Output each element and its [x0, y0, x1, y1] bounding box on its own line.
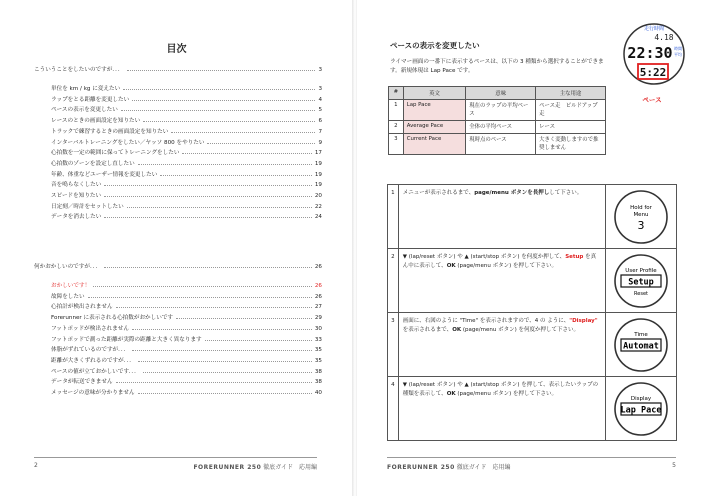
toc-entry-page: 6: [318, 118, 322, 125]
intro-text: ライマー画面の一番下に表示するペースは、以下の 3 種類から選択することができます。新規体現は Lap Pace です。: [390, 59, 604, 74]
step-text: [398, 313, 606, 377]
toc-entry-page: 17: [314, 150, 322, 157]
table-row: [389, 100, 606, 121]
toc-entry-page: 7: [318, 128, 322, 135]
right-footer-brand: FORERUNNER 250: [387, 464, 455, 471]
toc-leader: [182, 150, 311, 154]
toc-entry-label: レースのときの画面設定を知りたい: [51, 118, 141, 125]
step-text-part: (page/menu ボタン) を何度か押して下さい。: [461, 327, 579, 333]
step-text-part: OK: [446, 391, 456, 397]
watch-time: 22:30: [627, 44, 673, 62]
step-row: [388, 377, 677, 441]
toc-leader: [116, 379, 312, 383]
toc-section-label: 何かおかしいのですが．．．: [34, 264, 102, 270]
toc-entry-page: 38: [314, 368, 322, 375]
toc-leader: [93, 283, 312, 287]
toc-entry[interactable]: [51, 388, 322, 396]
toc-entry-label: フットポッドで測った距離が実際の距離と大きく異なります: [51, 336, 202, 343]
toc-entry[interactable]: [51, 148, 322, 156]
screen-line-3: 3: [637, 218, 645, 232]
left-footer-guide: 徹底ガイド 応用編: [263, 464, 317, 471]
toc-leader: [171, 129, 315, 133]
toc-entry-page: 24: [314, 214, 322, 221]
step-row: [388, 249, 677, 313]
toc-entry-page: 35: [314, 357, 322, 364]
toc-entry-label: メッセージの意味が分かりません: [51, 390, 135, 396]
screen-line-1: Time: [634, 331, 648, 338]
toc-section-page: 3: [318, 67, 322, 73]
toc-leader: [143, 369, 312, 373]
toc-entry-label: 故障をしたい: [51, 293, 85, 300]
toc-entry-label: データが転送できません: [51, 379, 113, 386]
toc-entry-page: 19: [314, 171, 322, 178]
pace-header-use: 主な用途: [536, 87, 606, 100]
toc-leader: [104, 193, 312, 197]
toc-entry[interactable]: [51, 191, 322, 199]
toc-entry[interactable]: [51, 335, 322, 343]
toc-title: 目次: [166, 44, 187, 55]
right-footer: [387, 457, 676, 471]
toc-leader: [116, 304, 312, 308]
table-row: [389, 121, 606, 134]
step-row: [388, 313, 677, 377]
pace-en: Current Pace: [403, 134, 466, 155]
toc-leader: [205, 337, 312, 341]
toc-entry[interactable]: [51, 116, 322, 124]
toc-entry-page: 40: [314, 390, 322, 396]
step-text-part: Setup: [565, 254, 584, 260]
toc-entry-label: トラックで練習するときの画面設定を知りたい: [51, 128, 169, 135]
toc-leader: [160, 172, 312, 176]
toc-entry-page: 35: [314, 347, 322, 354]
left-footer: [34, 457, 317, 471]
pace-use: 大きく変動しますので推奨しません: [536, 134, 606, 155]
toc-entry-label: 体脂がずれているのですが．．．: [51, 347, 130, 354]
toc-entry-label: おかしいです！: [51, 283, 91, 289]
toc-entry-label: 心拍数のゾーンを設定し直したい: [51, 160, 135, 167]
toc-leader: [121, 107, 316, 111]
pace-num: 3: [389, 134, 404, 155]
toc-leader: [132, 347, 312, 351]
toc-section-page: 26: [314, 264, 322, 270]
step-text: [398, 185, 606, 249]
left-footer-brand: FORERUNNER 250: [193, 464, 262, 471]
step-text-part: して下さい。: [549, 190, 583, 196]
right-page: [357, 0, 710, 496]
toc-entry-page: 29: [314, 315, 322, 322]
step-text-part: (page/menu ボタン) を押して下さい。: [455, 263, 557, 269]
pace-table: [388, 86, 606, 155]
toc-entry[interactable]: [51, 367, 322, 375]
watch-illustration: [620, 14, 688, 96]
step-text: [398, 249, 606, 313]
toc-entry[interactable]: [51, 313, 322, 321]
toc-entry-page: 22: [314, 203, 322, 210]
toc-entry-label: フットポッドが検出されません: [51, 325, 129, 332]
pace-header-jp: 意味: [466, 87, 536, 100]
toc-entry-label: 日定刻／時計をセットしたい: [51, 203, 124, 210]
step-text-part: (page/menu ボタン) を押して下さい。: [455, 391, 557, 397]
toc-entry[interactable]: [51, 212, 322, 220]
toc-section-heading: [34, 262, 322, 270]
toc-entry[interactable]: [51, 180, 322, 188]
step-screen: [606, 377, 677, 441]
toc-entry-label: インターバルトレーニングをしたい／ヤッソ 800 をやりたい: [51, 139, 205, 146]
step-screen: [606, 313, 677, 377]
pace-jp: 現時点のペース: [466, 134, 536, 155]
left-page: [0, 0, 353, 496]
step-number: 2: [388, 249, 399, 313]
toc-leader: [138, 358, 312, 362]
toc-leader: [104, 214, 312, 218]
step-text-part: メニューが表示されるまで、: [402, 190, 475, 196]
toc-entry[interactable]: [51, 138, 322, 146]
toc-entry-label: ペースの表示を変更したい: [51, 107, 118, 114]
toc-entry-page: 26: [314, 293, 322, 300]
toc-entry[interactable]: [51, 95, 322, 103]
toc-entry[interactable]: [51, 202, 322, 210]
step-text-part: ボタンを長押し: [508, 190, 550, 196]
watch-screen-icon: [613, 253, 669, 309]
screen-line-3: Reset: [634, 290, 649, 297]
toc-leader: [104, 264, 312, 268]
toc-leader: [127, 204, 312, 208]
pace-jp: 全体の平均ペース: [466, 121, 536, 134]
toc-entry-label: ペースの値が立ておかしいです．．．: [51, 368, 140, 375]
toc-entry[interactable]: [51, 159, 322, 167]
toc-entry[interactable]: [51, 345, 322, 353]
step-screen: [606, 185, 677, 249]
toc-leader: [138, 390, 312, 394]
toc-entry-label: ラップをとる距離を変更したい: [51, 96, 130, 103]
step-text: [398, 377, 606, 441]
toc-entry-label: 年齢、体重などユーザー情報を変更したい: [51, 171, 158, 178]
pace-header-num: #: [389, 87, 404, 100]
step-text-part: "Display": [569, 318, 598, 324]
watch-screen-icon: [613, 189, 669, 245]
steps-table: [387, 184, 677, 441]
step-text-part: を真ん中に表示して、: [402, 254, 597, 269]
toc-entry[interactable]: [51, 356, 322, 364]
toc-entry[interactable]: [51, 281, 322, 289]
toc-entry-page: 19: [314, 182, 322, 189]
right-footer-guide: 徹底ガイド 応用編: [456, 464, 511, 471]
toc-entry-page: 20: [314, 193, 322, 199]
toc-entry-page: 19: [314, 160, 322, 167]
step-text-part: 画面に、右図のように "Time" を表示されますので、4 の ように、: [402, 318, 570, 324]
toc-entry-page: 33: [314, 336, 322, 343]
toc-entry-page: 9: [318, 139, 322, 146]
toc-leader: [123, 86, 315, 90]
toc-entry-label: スピードを知りたい: [51, 193, 102, 199]
toc-entry-page: 27: [314, 304, 322, 311]
toc-leader: [127, 67, 316, 71]
watch-screen-icon: [613, 317, 669, 373]
section-title: ペースの表示を変更したい: [390, 41, 480, 50]
toc-leader: [88, 294, 312, 298]
step-screen: [606, 249, 677, 313]
toc-leader: [104, 182, 312, 186]
toc-entry[interactable]: [51, 84, 322, 92]
pace-en: Lap Pace: [403, 100, 466, 121]
toc-entry-label: 音を鳴らなくしたい: [51, 182, 102, 189]
step-number: 4: [388, 377, 399, 441]
screen-line-2: Menu: [633, 211, 649, 218]
pace-use: ペース走 ビルドアップ走: [536, 100, 606, 121]
toc-entry[interactable]: [51, 105, 322, 113]
step-text-part: page/menu: [474, 190, 509, 196]
toc-entry-label: 距離が大きくずれるのですが．．．: [51, 357, 135, 364]
toc-leader: [138, 161, 312, 165]
watch-pace-value: 5:22: [639, 66, 667, 79]
pace-table-header: [389, 87, 606, 100]
toc-entry-label: Forerunner に表示される心拍数がおかしいです: [51, 315, 174, 322]
step-text-part: を表示されるまで、: [402, 327, 453, 333]
pace-num: 1: [389, 100, 404, 121]
screen-line-2: Setup: [628, 277, 654, 287]
toc-entry[interactable]: [51, 292, 322, 300]
pace-en: Average Pace: [403, 121, 466, 134]
toc-leader: [132, 326, 312, 330]
toc-entry[interactable]: [51, 324, 322, 332]
watch-side-label-1: 時間: [674, 46, 682, 51]
watch-pace-label: ペース: [642, 96, 662, 104]
watch-top-label: 走行時間: [643, 26, 665, 32]
toc-entry-page: 38: [314, 379, 322, 386]
step-text-part: OK: [452, 327, 462, 333]
pace-use: レース: [536, 121, 606, 134]
toc-leader: [132, 97, 315, 101]
step-text-part: ▼ (lap/reset ボタン) や ▲ (start/stop ボタン) を押して、表示したいラップの種類を表示して、: [402, 382, 599, 397]
watch-side-label-2: 平均: [674, 52, 682, 57]
toc-entry[interactable]: [51, 127, 322, 135]
step-number: 1: [388, 185, 399, 249]
pace-header-en: 英文: [403, 87, 466, 100]
screen-line-2: Automat: [623, 341, 660, 351]
screen-line-1: Display: [631, 395, 652, 402]
toc-section-heading: [34, 65, 322, 73]
step-text-part: OK: [446, 263, 456, 269]
toc-entry[interactable]: [51, 170, 322, 178]
toc-leader: [176, 315, 312, 319]
left-page-number: 2: [34, 462, 38, 469]
step-number: 3: [388, 313, 399, 377]
toc-leader: [207, 140, 315, 144]
toc-entry-page: 3: [318, 86, 322, 92]
screen-line-2: Lap Pace: [620, 405, 662, 415]
toc-section-label: こういうことをしたいのですが．．．: [34, 67, 124, 73]
toc-entry-label: 心拍計が検出されません: [51, 304, 113, 311]
toc-entry[interactable]: [51, 302, 322, 310]
toc-entry-page: 4: [318, 96, 322, 103]
toc-leader: [143, 118, 315, 122]
table-row: [389, 134, 606, 155]
screen-line-1: Hold for: [630, 204, 653, 211]
watch-date: 4.18: [654, 33, 674, 42]
step-text-part: ▼ (lap/reset ボタン) や ▲ (start/stop ボタン) を何度か押して、: [402, 254, 566, 260]
right-page-number: 5: [672, 462, 676, 469]
step-row: [388, 185, 677, 249]
toc-entry-page: 26: [314, 283, 322, 289]
screen-line-1: User Profile: [625, 267, 657, 274]
toc-entry-label: データを消去したい: [51, 214, 102, 221]
toc-entry-label: 単位を km / kg に変えたい: [51, 86, 121, 92]
toc-entry-page: 5: [318, 107, 322, 114]
pace-jp: 現在のラップの平均ペース: [466, 100, 536, 121]
toc-entry-label: 心拍数を一定の範囲に保ってトレーニングをしたい: [51, 150, 180, 157]
pace-num: 2: [389, 121, 404, 134]
toc-entry[interactable]: [51, 377, 322, 385]
watch-screen-icon: [613, 381, 669, 437]
toc-entry-page: 30: [314, 325, 322, 332]
